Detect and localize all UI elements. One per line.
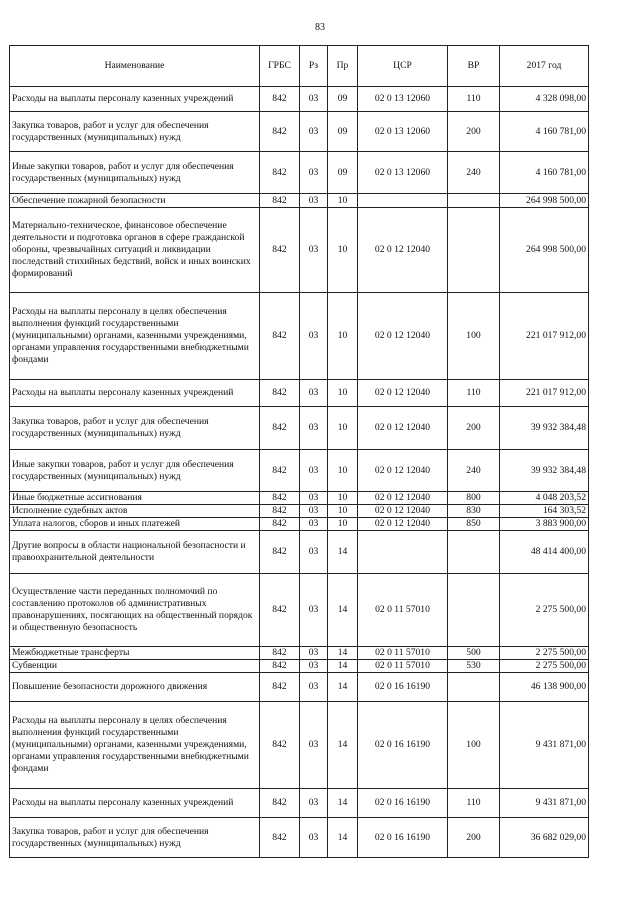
cell-vr: 850 [448, 518, 500, 531]
cell-name: Иные бюджетные ассигнования [10, 492, 260, 505]
cell-amount: 221 017 912,00 [500, 293, 589, 380]
cell-vr: 200 [448, 818, 500, 858]
cell-vr [448, 208, 500, 293]
page-number: 83 [315, 22, 325, 33]
cell-csr: 02 0 12 12040 [358, 450, 448, 492]
table-row [10, 531, 589, 574]
cell-grbs: 842 [260, 380, 300, 407]
table-row [10, 702, 589, 789]
cell-vr: 830 [448, 505, 500, 518]
cell-pr: 14 [328, 673, 358, 702]
cell-vr: 240 [448, 152, 500, 194]
cell-amount: 2 275 500,00 [500, 574, 589, 647]
cell-grbs: 842 [260, 293, 300, 380]
cell-csr: 02 0 12 12040 [358, 518, 448, 531]
cell-pr: 14 [328, 531, 358, 574]
budget-table [9, 45, 589, 858]
header-csr: ЦСР [358, 46, 448, 87]
cell-csr: 02 0 12 12040 [358, 380, 448, 407]
cell-grbs: 842 [260, 505, 300, 518]
cell-amount: 2 275 500,00 [500, 647, 589, 660]
cell-amount: 264 998 500,00 [500, 194, 589, 208]
table-row [10, 492, 589, 505]
cell-name: Материально-техническое, финансовое обеспечение деятельности и подготовка органов в сфере гражданской обороны, чрезвычайных ситуаций и ликвидации последствий стихийных бедствий, войск и иных воинских формирований [10, 208, 260, 293]
cell-pr: 10 [328, 407, 358, 450]
cell-csr: 02 0 12 12040 [358, 208, 448, 293]
cell-rz: 03 [300, 673, 328, 702]
table-row [10, 152, 589, 194]
cell-amount: 4 160 781,00 [500, 112, 589, 152]
cell-vr: 100 [448, 293, 500, 380]
cell-csr: 02 0 13 12060 [358, 87, 448, 112]
cell-pr: 10 [328, 518, 358, 531]
cell-rz: 03 [300, 380, 328, 407]
cell-csr: 02 0 11 57010 [358, 660, 448, 673]
cell-pr: 14 [328, 702, 358, 789]
cell-vr: 800 [448, 492, 500, 505]
cell-csr: 02 0 16 16190 [358, 818, 448, 858]
cell-name: Межбюджетные трансферты [10, 647, 260, 660]
cell-pr: 09 [328, 112, 358, 152]
cell-name: Закупка товаров, работ и услуг для обеспечения государственных (муниципальных) нужд [10, 407, 260, 450]
cell-rz: 03 [300, 789, 328, 818]
cell-name: Закупка товаров, работ и услуг для обеспечения государственных (муниципальных) нужд [10, 112, 260, 152]
cell-csr: 02 0 16 16190 [358, 673, 448, 702]
cell-rz: 03 [300, 818, 328, 858]
table-row [10, 208, 589, 293]
cell-pr: 14 [328, 660, 358, 673]
cell-csr: 02 0 11 57010 [358, 574, 448, 647]
cell-csr: 02 0 16 16190 [358, 702, 448, 789]
cell-csr: 02 0 12 12040 [358, 492, 448, 505]
cell-name: Другие вопросы в области национальной безопасности и правоохранительной деятельности [10, 531, 260, 574]
cell-pr: 14 [328, 818, 358, 858]
cell-name: Иные закупки товаров, работ и услуг для обеспечения государственных (муниципальных) нужд [10, 152, 260, 194]
cell-vr [448, 574, 500, 647]
cell-vr: 100 [448, 702, 500, 789]
cell-csr: 02 0 16 16190 [358, 789, 448, 818]
cell-rz: 03 [300, 450, 328, 492]
cell-amount: 264 998 500,00 [500, 208, 589, 293]
cell-name: Исполнение судебных актов [10, 505, 260, 518]
cell-grbs: 842 [260, 492, 300, 505]
cell-pr: 14 [328, 574, 358, 647]
cell-rz: 03 [300, 531, 328, 574]
cell-grbs: 842 [260, 574, 300, 647]
cell-pr: 09 [328, 152, 358, 194]
cell-amount: 3 883 900,00 [500, 518, 589, 531]
cell-grbs: 842 [260, 531, 300, 574]
cell-rz: 03 [300, 647, 328, 660]
cell-pr: 10 [328, 380, 358, 407]
cell-name: Повышение безопасности дорожного движения [10, 673, 260, 702]
cell-pr: 10 [328, 492, 358, 505]
cell-rz: 03 [300, 112, 328, 152]
cell-name: Расходы на выплаты персоналу в целях обеспечения выполнения функций государственными (муниципальными) органами, казенными учреждениями, органами управления государственными внебюджетными фондами [10, 293, 260, 380]
cell-grbs: 842 [260, 518, 300, 531]
cell-amount: 48 414 400,00 [500, 531, 589, 574]
table-row [10, 293, 589, 380]
cell-vr [448, 194, 500, 208]
cell-name: Закупка товаров, работ и услуг для обеспечения государственных (муниципальных) нужд [10, 818, 260, 858]
cell-csr: 02 0 12 12040 [358, 293, 448, 380]
cell-csr: 02 0 13 12060 [358, 112, 448, 152]
cell-amount: 39 932 384,48 [500, 407, 589, 450]
cell-vr: 500 [448, 647, 500, 660]
cell-rz: 03 [300, 574, 328, 647]
cell-amount: 46 138 900,00 [500, 673, 589, 702]
cell-pr: 10 [328, 505, 358, 518]
cell-grbs: 842 [260, 789, 300, 818]
cell-amount: 9 431 871,00 [500, 789, 589, 818]
cell-csr [358, 194, 448, 208]
cell-rz: 03 [300, 87, 328, 112]
table-row [10, 673, 589, 702]
cell-name: Расходы на выплаты персоналу в целях обеспечения выполнения функций государственными (муниципальными) органами, казенными учреждениями, органами управления государственными внебюджетными фондами [10, 702, 260, 789]
cell-grbs: 842 [260, 87, 300, 112]
cell-rz: 03 [300, 208, 328, 293]
table-row [10, 574, 589, 647]
cell-csr [358, 531, 448, 574]
table-row [10, 660, 589, 673]
cell-csr: 02 0 11 57010 [358, 647, 448, 660]
cell-pr: 10 [328, 450, 358, 492]
header-year: 2017 год [500, 46, 589, 87]
cell-rz: 03 [300, 660, 328, 673]
table-row [10, 380, 589, 407]
cell-amount: 2 275 500,00 [500, 660, 589, 673]
table-row [10, 789, 589, 818]
table-row [10, 450, 589, 492]
cell-grbs: 842 [260, 152, 300, 194]
cell-grbs: 842 [260, 660, 300, 673]
cell-pr: 10 [328, 208, 358, 293]
cell-vr: 110 [448, 789, 500, 818]
table-row [10, 112, 589, 152]
cell-vr: 110 [448, 380, 500, 407]
header-vr: ВР [448, 46, 500, 87]
cell-name: Субвенции [10, 660, 260, 673]
cell-amount: 221 017 912,00 [500, 380, 589, 407]
cell-amount: 4 328 098,00 [500, 87, 589, 112]
cell-grbs: 842 [260, 673, 300, 702]
table-row [10, 647, 589, 660]
header-name: Наименование [10, 46, 260, 87]
cell-name: Расходы на выплаты персоналу казенных учреждений [10, 380, 260, 407]
cell-vr [448, 673, 500, 702]
cell-vr: 110 [448, 87, 500, 112]
cell-name: Уплата налогов, сборов и иных платежей [10, 518, 260, 531]
cell-pr: 14 [328, 647, 358, 660]
cell-grbs: 842 [260, 208, 300, 293]
cell-grbs: 842 [260, 647, 300, 660]
table-header-row [10, 46, 589, 87]
cell-rz: 03 [300, 194, 328, 208]
cell-grbs: 842 [260, 818, 300, 858]
cell-grbs: 842 [260, 450, 300, 492]
cell-vr: 530 [448, 660, 500, 673]
cell-name: Обеспечение пожарной безопасности [10, 194, 260, 208]
cell-csr: 02 0 12 12040 [358, 505, 448, 518]
cell-csr: 02 0 13 12060 [358, 152, 448, 194]
table-row [10, 518, 589, 531]
cell-amount: 39 932 384,48 [500, 450, 589, 492]
cell-pr: 10 [328, 293, 358, 380]
cell-pr: 14 [328, 789, 358, 818]
cell-rz: 03 [300, 152, 328, 194]
cell-rz: 03 [300, 407, 328, 450]
cell-name: Расходы на выплаты персоналу казенных учреждений [10, 87, 260, 112]
cell-vr: 240 [448, 450, 500, 492]
header-grbs: ГРБС [260, 46, 300, 87]
cell-pr: 10 [328, 194, 358, 208]
cell-rz: 03 [300, 492, 328, 505]
table-row [10, 818, 589, 858]
cell-vr: 200 [448, 407, 500, 450]
cell-grbs: 842 [260, 112, 300, 152]
cell-rz: 03 [300, 505, 328, 518]
cell-amount: 4 048 203,52 [500, 492, 589, 505]
table-row [10, 194, 589, 208]
cell-grbs: 842 [260, 702, 300, 789]
cell-grbs: 842 [260, 407, 300, 450]
table-row [10, 505, 589, 518]
table-row [10, 87, 589, 112]
cell-amount: 9 431 871,00 [500, 702, 589, 789]
cell-rz: 03 [300, 293, 328, 380]
cell-vr: 200 [448, 112, 500, 152]
cell-rz: 03 [300, 518, 328, 531]
cell-csr: 02 0 12 12040 [358, 407, 448, 450]
table-row [10, 407, 589, 450]
cell-rz: 03 [300, 702, 328, 789]
cell-amount: 36 682 029,00 [500, 818, 589, 858]
cell-amount: 164 303,52 [500, 505, 589, 518]
cell-name: Осуществление части переданных полномочий по составлению протоколов об административных правонарушениях, посягающих на общественный порядок и общественную безопасность [10, 574, 260, 647]
cell-grbs: 842 [260, 194, 300, 208]
cell-name: Иные закупки товаров, работ и услуг для обеспечения государственных (муниципальных) нужд [10, 450, 260, 492]
cell-amount: 4 160 781,00 [500, 152, 589, 194]
cell-vr [448, 531, 500, 574]
header-rz: Рз [300, 46, 328, 87]
cell-name: Расходы на выплаты персоналу казенных учреждений [10, 789, 260, 818]
cell-pr: 09 [328, 87, 358, 112]
header-pr: Пр [328, 46, 358, 87]
